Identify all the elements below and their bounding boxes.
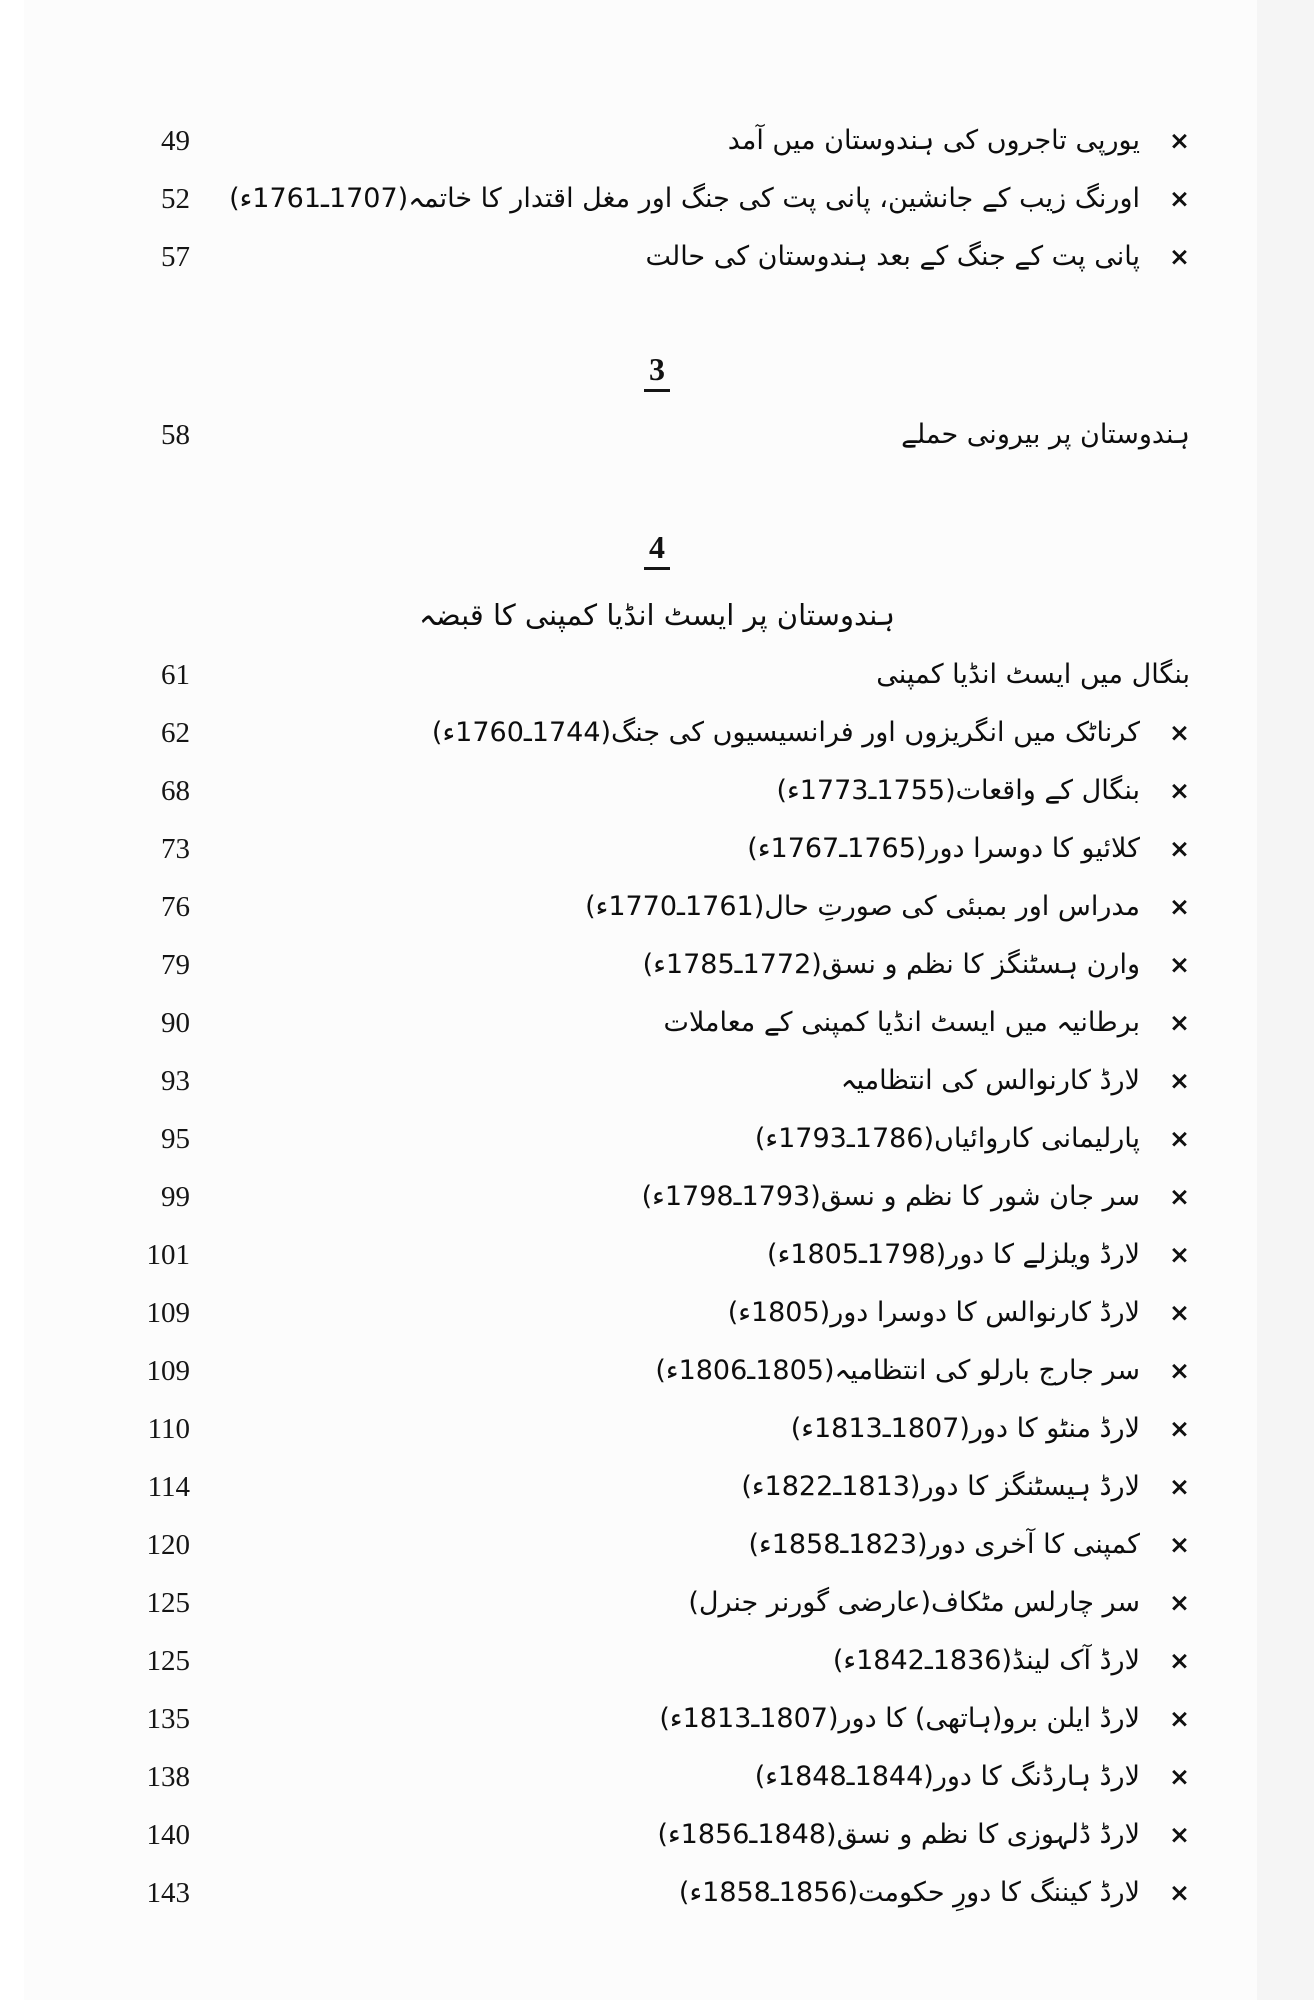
chapter-number-heading (0, 514, 1314, 584)
entry-title: کلائیو کا دوسرا دور(1765ـ1767ء) (747, 833, 1140, 864)
page-number: 138 (146, 1761, 190, 1793)
bullet-x-icon: × (1169, 1472, 1190, 1501)
page-number: 68 (161, 775, 190, 807)
entry-title: وارن ہسٹنگز کا نظم و نسق(1772ـ1785ء) (642, 949, 1140, 980)
toc-entry-row (0, 112, 1314, 170)
toc-entry-row (0, 1226, 1314, 1284)
toc-entry-row (0, 820, 1314, 878)
entry-title: لارڈ منٹو کا دور(1807ـ1813ء) (790, 1413, 1140, 1444)
entry-title: لارڈ ہیسٹنگز کا دور(1813ـ1822ء) (741, 1471, 1140, 1502)
bullet-x-icon: × (1169, 1414, 1190, 1443)
toc-entry-row (0, 878, 1314, 936)
page-number: 57 (161, 241, 190, 273)
page-number: 61 (161, 659, 190, 691)
toc-entry-row (0, 1690, 1314, 1748)
toc-entry-row (0, 1052, 1314, 1110)
toc-entry-row (0, 1574, 1314, 1632)
page-number: 52 (161, 183, 190, 215)
toc-entry-row (0, 1400, 1314, 1458)
page-number: 120 (146, 1529, 190, 1561)
bullet-x-icon: × (1169, 1646, 1190, 1675)
toc-entry-row (0, 1864, 1314, 1922)
page-number: 135 (146, 1703, 190, 1735)
page-number: 76 (161, 891, 190, 923)
toc-chapter-entry-row (0, 406, 1314, 464)
entry-title: پانی پت کے جنگ کے بعد ہندوستان کی حالت (645, 241, 1140, 272)
entry-title: پارلیمانی کاروائیاں(1786ـ1793ء) (754, 1123, 1140, 1154)
page-number: 49 (161, 125, 190, 157)
entry-title: بنگال کے واقعات(1755ـ1773ء) (776, 775, 1140, 806)
toc-entry-row (0, 1110, 1314, 1168)
page-number: 99 (161, 1181, 190, 1213)
page-number: 143 (146, 1877, 190, 1909)
bullet-x-icon: × (1169, 184, 1190, 213)
entry-title: لارڈ ہارڈنگ کا دور(1844ـ1848ء) (754, 1761, 1140, 1792)
chapter-entry-title: ہندوستان پر بیرونی حملے (901, 419, 1190, 450)
bullet-x-icon: × (1169, 1762, 1190, 1791)
bullet-x-icon: × (1169, 776, 1190, 805)
bullet-x-icon: × (1169, 718, 1190, 747)
page-number: 58 (161, 419, 190, 451)
bullet-x-icon: × (1169, 1066, 1190, 1095)
page-number: 140 (146, 1819, 190, 1851)
page-number: 62 (161, 717, 190, 749)
page-number: 93 (161, 1065, 190, 1097)
bullet-x-icon: × (1169, 950, 1190, 979)
entry-title: لارڈ آک لینڈ(1836ـ1842ء) (832, 1645, 1140, 1676)
page-number: 95 (161, 1123, 190, 1155)
bullet-x-icon: × (1169, 1820, 1190, 1849)
bullet-x-icon: × (1169, 1298, 1190, 1327)
bullet-x-icon: × (1169, 1356, 1190, 1385)
chapter-number-heading (0, 336, 1314, 406)
bullet-x-icon: × (1169, 1182, 1190, 1211)
toc-entry-row (0, 1806, 1314, 1864)
page-number: 114 (147, 1471, 190, 1503)
bullet-x-icon: × (1169, 242, 1190, 271)
page-number: 125 (146, 1645, 190, 1677)
toc-entry-row (0, 1458, 1314, 1516)
toc-entry-row (0, 1284, 1314, 1342)
page-number: 73 (161, 833, 190, 865)
entry-title: برطانیہ میں ایسٹ انڈیا کمپنی کے معاملات (663, 1007, 1140, 1038)
toc-entry-row (0, 994, 1314, 1052)
chapter-title-heading: ہندوستان پر ایسٹ انڈیا کمپنی کا قبضہ (419, 598, 895, 632)
toc-entry-row (0, 228, 1314, 286)
toc-entry-row (0, 1168, 1314, 1226)
entry-title: کرناٹک میں انگریزوں اور فرانسیسیوں کی جنگ(1744ـ1760ء) (431, 717, 1140, 748)
entry-title: سر جان شور کا نظم و نسق(1793ـ1798ء) (641, 1181, 1140, 1212)
page-number: 79 (161, 949, 190, 981)
toc-entry-row (0, 704, 1314, 762)
toc-entry-row (0, 1516, 1314, 1574)
toc-entry-row (0, 762, 1314, 820)
entry-title: مدراس اور بمبئی کی صورتِ حال(1761ـ1770ء) (585, 891, 1140, 922)
page-number: 90 (161, 1007, 190, 1039)
entry-title: سر چارلس مٹکاف(عارضی گورنر جنرل) (688, 1587, 1140, 1618)
bullet-x-icon: × (1169, 1704, 1190, 1733)
entry-title: لارڈ ایلن برو(ہاتھی) کا دور(1807ـ1813ء) (659, 1703, 1140, 1734)
entry-title: لارڈ کارنوالس کی انتظامیہ (840, 1065, 1140, 1096)
chapter-number-digit: 3 (644, 351, 670, 392)
bullet-x-icon: × (1169, 1008, 1190, 1037)
entry-title: کمپنی کا آخری دور(1823ـ1858ء) (748, 1529, 1140, 1560)
entry-title: یورپی تاجروں کی ہندوستان میں آمد (727, 125, 1140, 156)
page-number: 125 (146, 1587, 190, 1619)
entry-title: لارڈ ڈلہوزی کا نظم و نسق(1848ـ1856ء) (657, 1819, 1140, 1850)
toc-chapter-entry-row (0, 646, 1314, 704)
toc-entry-row (0, 936, 1314, 994)
entry-title: لارڈ ویلزلے کا دور(1798ـ1805ء) (767, 1239, 1140, 1270)
page-number: 109 (146, 1355, 190, 1387)
toc-entry-row (0, 1342, 1314, 1400)
page-number: 110 (147, 1413, 190, 1445)
page-number: 109 (146, 1297, 190, 1329)
bullet-x-icon: × (1169, 834, 1190, 863)
toc-entry-row (0, 170, 1314, 228)
page-number: 101 (146, 1239, 190, 1271)
bullet-x-icon: × (1169, 1530, 1190, 1559)
chapter-entry-title: بنگال میں ایسٹ انڈیا کمپنی (876, 659, 1190, 690)
bullet-x-icon: × (1169, 126, 1190, 155)
bullet-x-icon: × (1169, 1240, 1190, 1269)
toc-entry-row (0, 1632, 1314, 1690)
bullet-x-icon: × (1169, 1878, 1190, 1907)
chapter-number-digit: 4 (644, 529, 670, 570)
entry-title: لارڈ کارنوالس کا دوسرا دور(1805ء) (727, 1297, 1140, 1328)
entry-title: اورنگ زیب کے جانشین، پانی پت کی جنگ اور مغل اقتدار کا خاتمہ(1707ـ1761ء) (229, 183, 1140, 214)
bullet-x-icon: × (1169, 1588, 1190, 1617)
entry-title: سر جارج بارلو کی انتظامیہ(1805ـ1806ء) (655, 1355, 1140, 1386)
entry-title: لارڈ کیننگ کا دورِ حکومت(1856ـ1858ء) (678, 1877, 1140, 1908)
toc-entry-row (0, 1748, 1314, 1806)
bullet-x-icon: × (1169, 892, 1190, 921)
bullet-x-icon: × (1169, 1124, 1190, 1153)
